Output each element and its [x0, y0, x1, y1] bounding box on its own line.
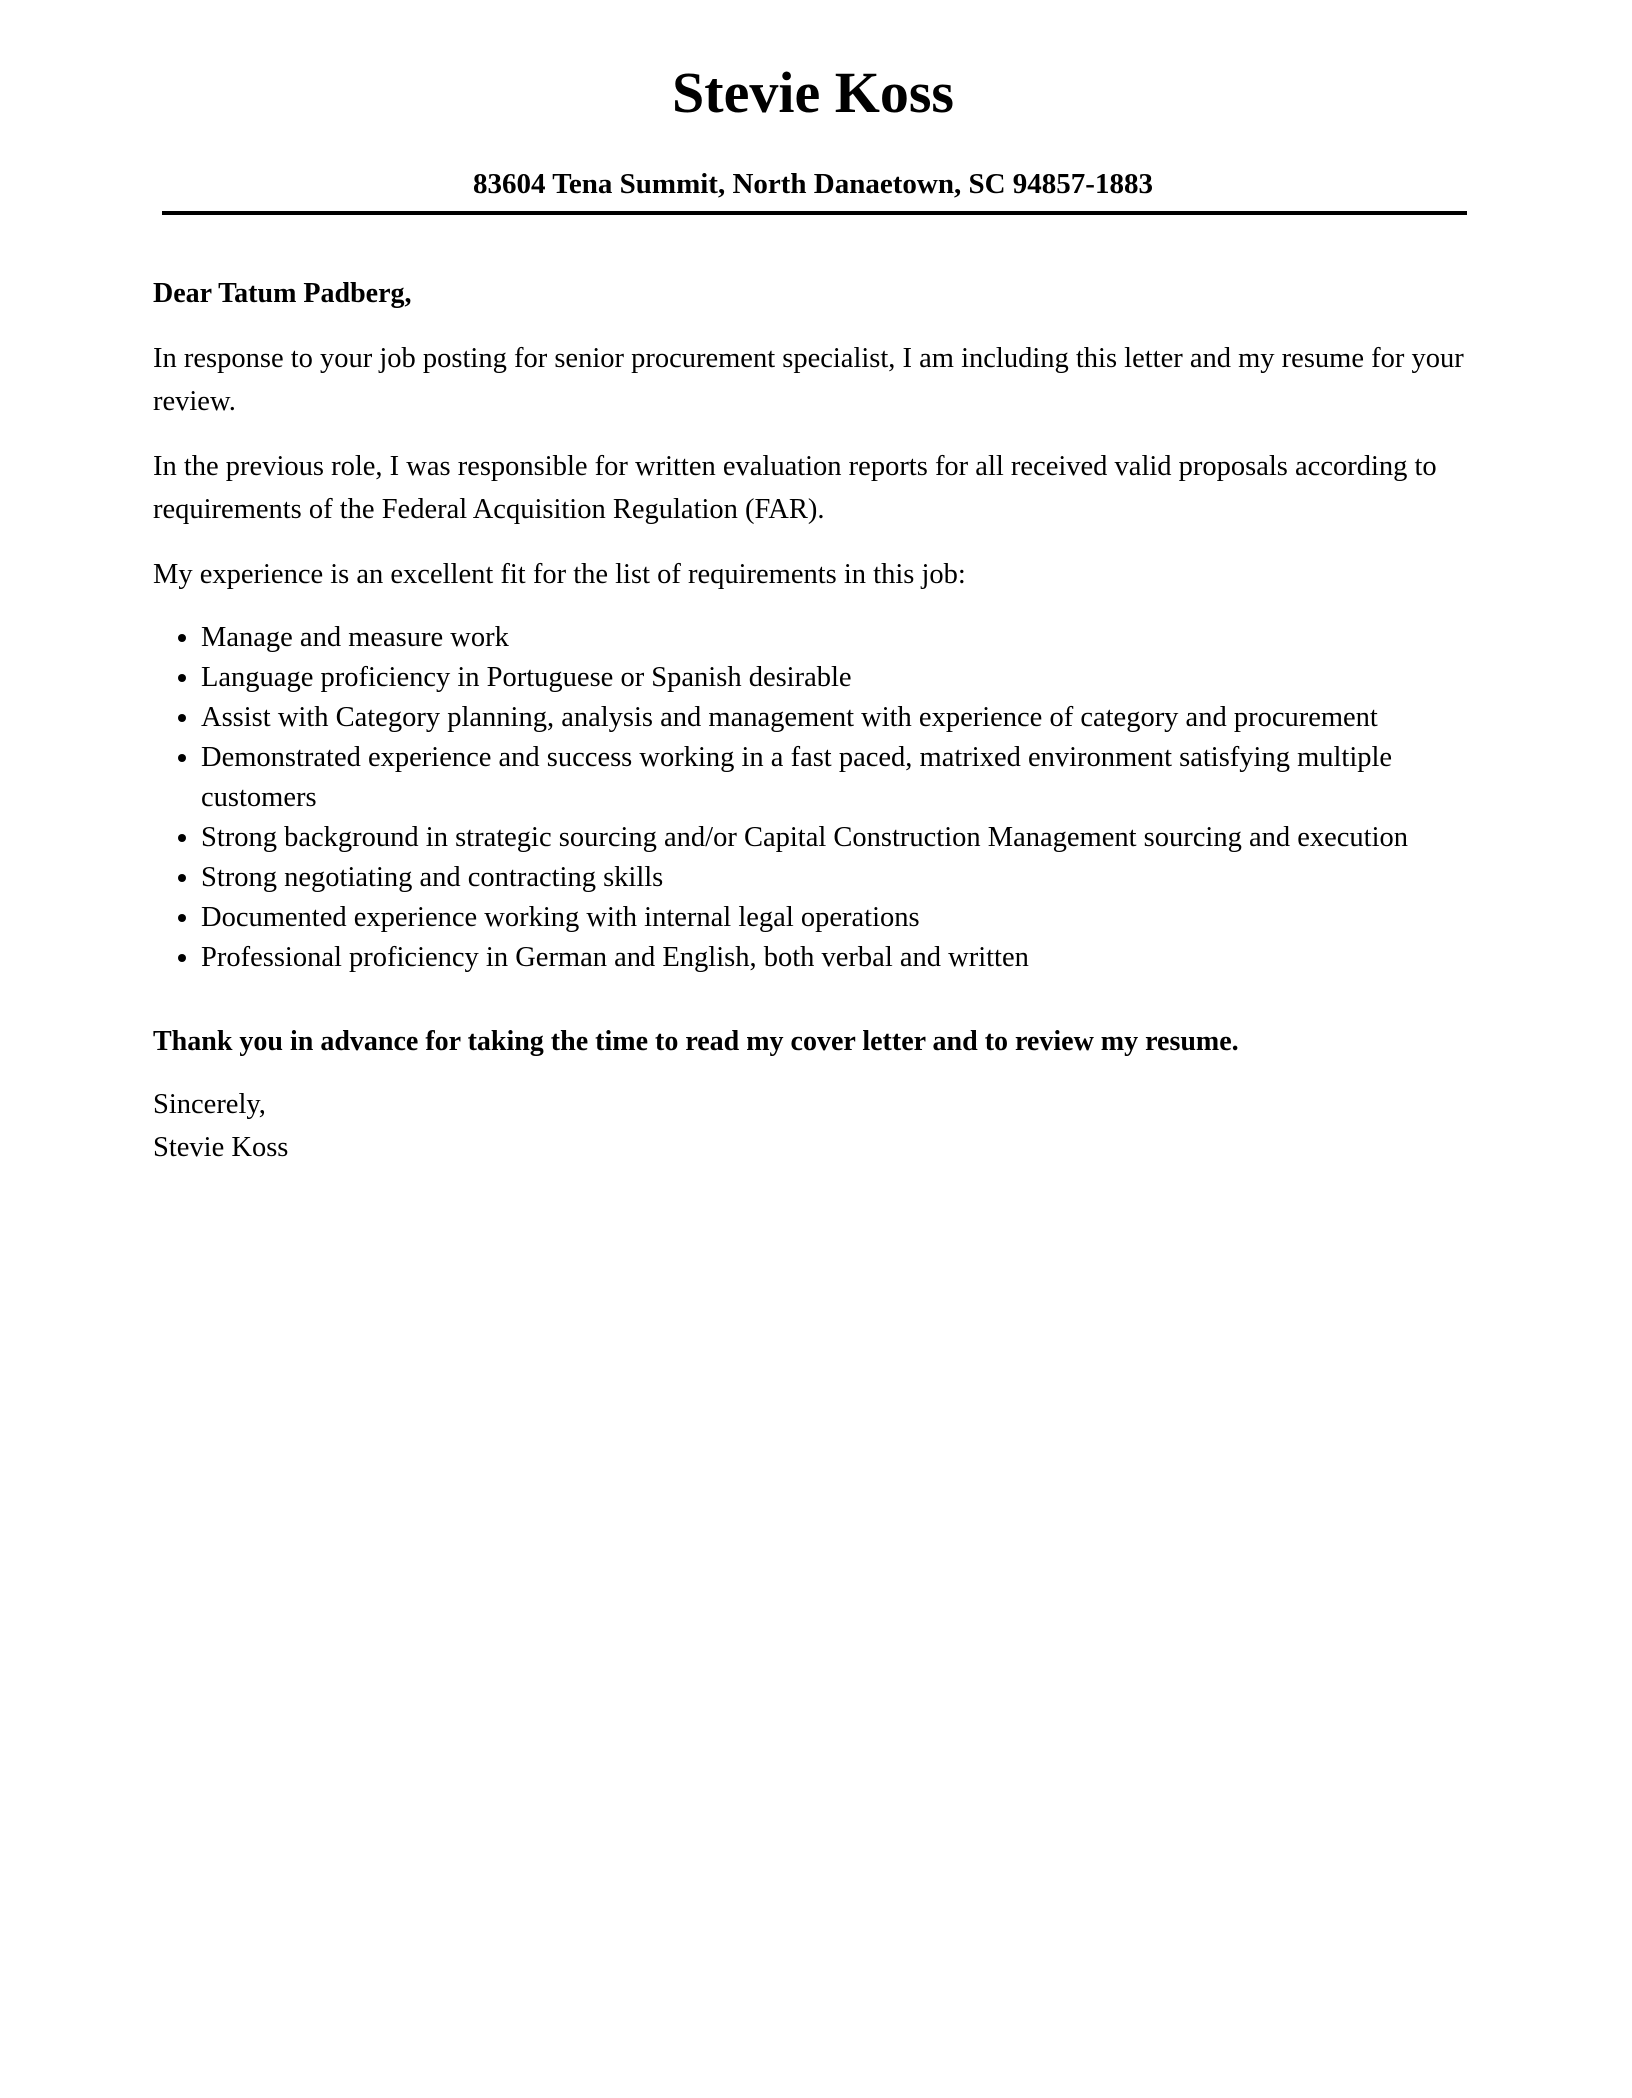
applicant-name: Stevie Koss: [672, 60, 954, 125]
paragraph-experience: In the previous role, I was responsible for written evaluation reports for all received valid proposals according to requirements of the Federal Acquisition Regulation (FAR).: [153, 451, 1437, 525]
list-item: • Documented experience working with internal legal operations: [201, 898, 1473, 938]
list-item: • Demonstrated experience and success working in a fast paced, matrixed environment satisfying multiple customers: [201, 738, 1473, 818]
requirements-list: [153, 618, 1473, 978]
letter-body: [153, 272, 1473, 1169]
greeting: Dear Tatum Padberg,: [153, 278, 412, 309]
closing-statement: Thank you in advance for taking the time to read my cover letter and to review my resume.: [153, 1026, 1239, 1057]
applicant-address: 83604 Tena Summit, North Danaetown, SC 94857-1883: [473, 168, 1153, 200]
paragraph-fit: My experience is an excellent fit for the list of requirements in this job:: [153, 559, 966, 590]
list-item: • Strong background in strategic sourcing and/or Capital Construction Management sourcing and execution: [201, 818, 1473, 858]
signature: Stevie Koss: [153, 1132, 289, 1163]
list-item: • Manage and measure work: [201, 618, 1473, 658]
signoff: Sincerely,: [153, 1089, 266, 1120]
list-item: • Language proficiency in Portuguese or Spanish desirable: [201, 658, 1473, 698]
list-item: • Assist with Category planning, analysis and management with experience of category and procurement: [201, 698, 1473, 738]
list-item: • Professional proficiency in German and English, both verbal and written: [201, 938, 1473, 978]
list-item: • Strong negotiating and contracting skills: [201, 858, 1473, 898]
header-divider: [162, 211, 1467, 215]
paragraph-intro: In response to your job posting for senior procurement specialist, I am including this letter and my resume for your review.: [153, 343, 1464, 417]
